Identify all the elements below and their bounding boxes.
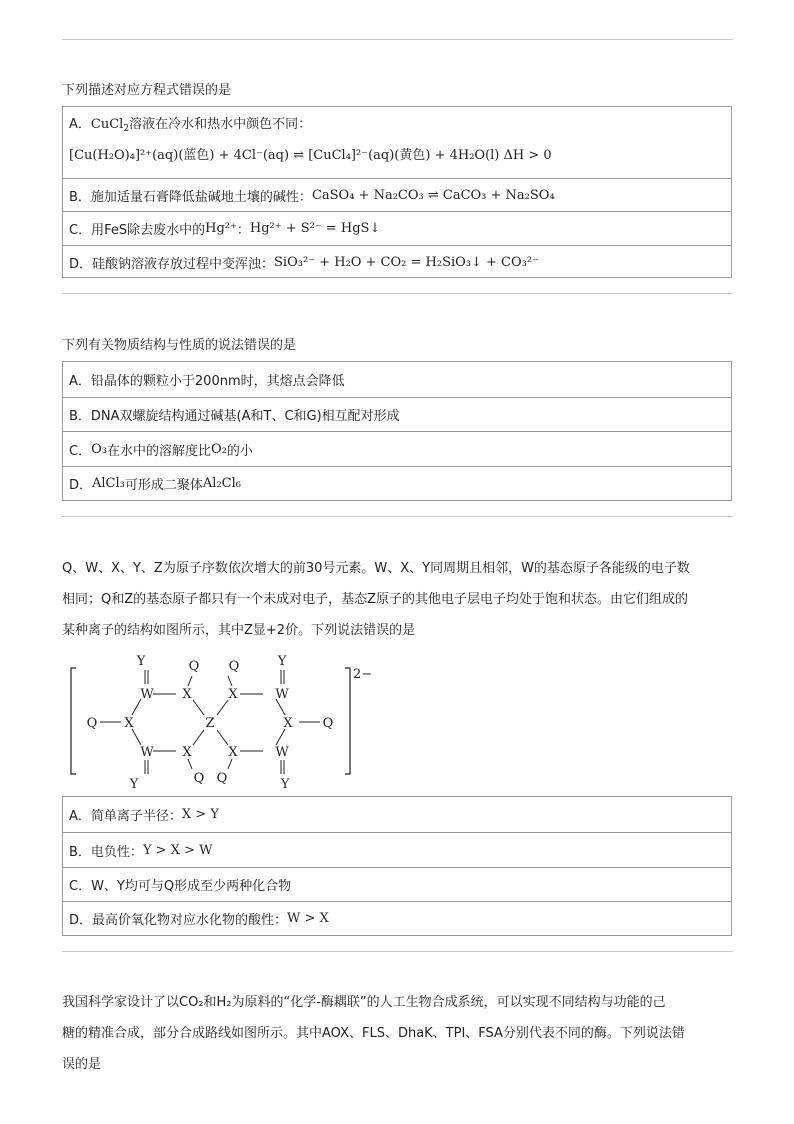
relation: X > Y: [181, 807, 219, 822]
svg-text:W: W: [275, 745, 289, 760]
svg-text:Q: Q: [216, 771, 228, 786]
formula: O₃: [91, 441, 107, 457]
svg-text:Q: Q: [228, 659, 240, 674]
option-text: 用FeS除去废水中的: [91, 223, 206, 238]
svg-text:Y: Y: [129, 777, 139, 792]
question-3-options: [62, 796, 732, 936]
option-a[interactable]: [63, 797, 731, 832]
option-label: C．: [69, 879, 92, 894]
divider: [62, 516, 733, 517]
option-text: 的小: [226, 443, 253, 459]
svg-text:X: X: [124, 716, 134, 731]
equation: [Cu(H₂O)₄]²⁺(aq)(蓝色) + 4Cl⁻(aq) ⇌ [CuCl₄]²⁻(aq)(黄色) + 4H₂O(l) ΔH > 0: [69, 148, 552, 163]
svg-text:X: X: [283, 716, 293, 731]
option-label: D．: [69, 913, 93, 928]
svg-text:W: W: [140, 745, 154, 760]
option-label: C．: [69, 223, 92, 238]
svg-text:Y: Y: [136, 654, 146, 669]
equation: SiO₃²⁻ + H₂O + CO₂ = H₂SiO₃↓ + CO₃²⁻: [274, 255, 539, 270]
svg-text:W: W: [275, 687, 289, 702]
stem-line: 相同；Q和Z的基态原子都只有一个未成对电子，基态Z原子的其他电子层电子均处于饱和状态。由它们组成的: [62, 592, 689, 607]
option-text: 简单离子半径：: [90, 809, 182, 824]
stem-line: 我国科学家设计了以CO₂和H₂为原料的“化学-酶耦联”的人工生物合成系统，可以实现不同结构与功能的己: [62, 995, 666, 1010]
atom-labels: [87, 654, 334, 792]
colon: ：: [236, 223, 250, 238]
divider: [62, 293, 733, 294]
svg-text:Z: Z: [205, 716, 215, 731]
question-2-stem: 下列有关物质结构与性质的说法错误的是: [62, 338, 297, 353]
svg-text:Q: Q: [193, 771, 205, 786]
option-b[interactable]: [63, 397, 731, 431]
option-label: B．: [69, 189, 91, 205]
formula: Al₂Cl₆: [202, 476, 241, 491]
charge-label: 2−: [353, 667, 373, 682]
question-1-stem: 下列描述对应方程式错误的是: [62, 83, 232, 98]
option-text: 最高价氧化物对应水化物的酸性：: [92, 913, 288, 928]
stem-line: Q、W、X、Y、Z为原子序数依次增大的前30号元素。W、X、Y同周期且相邻，W的基态原子各能级的电子数: [62, 561, 690, 576]
option-label: B．: [69, 409, 91, 424]
option-label: D．: [69, 478, 93, 493]
option-text: W、Y均可与Q形成至少两种化合物: [91, 879, 292, 894]
option-a[interactable]: [63, 362, 731, 397]
question-1-options: [62, 106, 732, 278]
option-label: A．: [69, 374, 91, 389]
svg-text:X: X: [182, 687, 192, 702]
svg-text:Q: Q: [322, 716, 334, 731]
stem-line: 误的是: [62, 1057, 102, 1072]
divider: [62, 39, 733, 40]
svg-text:Q: Q: [188, 659, 200, 674]
question-2-options: [62, 361, 732, 501]
option-text: 可形成二聚体: [124, 478, 203, 493]
equation: Hg²⁺ + S²⁻ = HgS↓: [249, 221, 381, 236]
relation: W > X: [287, 911, 329, 926]
stem-line: 糖的精准合成，部分合成路线如图所示。其中AOX、FLS、DhaK、TPI、FSA分别代表不同的酶。下列说法错: [62, 1026, 685, 1041]
svg-text:Y: Y: [280, 777, 290, 792]
equation: CaSO₄ + Na₂CO₃ ⇌ CaCO₃ + Na₂SO₄: [311, 187, 555, 203]
ion-structure-diagram: [62, 648, 382, 794]
option-label: B．: [69, 844, 91, 860]
svg-text:X: X: [228, 687, 238, 702]
svg-text:Y: Y: [277, 654, 287, 669]
question-4-stem: [62, 987, 742, 1080]
option-label: C．: [69, 443, 92, 459]
question-3-stem: [62, 553, 742, 646]
divider: [62, 951, 733, 952]
left-bracket: [71, 668, 76, 774]
formula: CuCl: [90, 117, 124, 132]
stem-line: 某种离子的结构如图所示，其中Z显+2价。下列说法错误的是: [62, 623, 416, 638]
option-text: DNA双螺旋结构通过碱基(A和T、C和G)相互配对形成: [90, 409, 400, 424]
svg-text:Q: Q: [86, 716, 98, 731]
ion: Hg²⁺: [205, 221, 237, 236]
option-label: A．: [69, 809, 91, 824]
option-text: 施加适量石膏降低盐碱地土壤的碱性：: [90, 189, 312, 205]
formula: AlCl₃: [92, 476, 125, 491]
option-c[interactable]: [63, 867, 731, 901]
option-text: 在水中的溶解度比: [106, 443, 211, 459]
svg-text:X: X: [182, 745, 192, 760]
option-text: 硅酸钠溶液存放过程中变浑浊：: [92, 257, 275, 272]
svg-text:X: X: [228, 745, 238, 760]
option-text: 铅晶体的颗粒小于200nm时，其熔点会降低: [90, 374, 345, 389]
option-label: D．: [69, 257, 93, 272]
option-b[interactable]: [63, 832, 731, 867]
svg-text:W: W: [140, 687, 154, 702]
option-d[interactable]: [63, 245, 731, 279]
option-b[interactable]: [63, 178, 731, 211]
option-label: A．: [69, 117, 91, 132]
option-c[interactable]: [63, 431, 731, 466]
option-d[interactable]: [63, 466, 731, 500]
subscript: 2: [123, 124, 130, 134]
option-text: 电负性：: [90, 844, 143, 860]
option-text: 溶液在冷水和热水中颜色不同：: [129, 117, 312, 132]
relation: Y > X > W: [142, 842, 213, 858]
right-bracket: [345, 668, 350, 774]
option-a[interactable]: [63, 107, 731, 178]
option-d[interactable]: [63, 901, 731, 935]
option-c[interactable]: [63, 211, 731, 245]
formula: O₂: [210, 441, 227, 457]
